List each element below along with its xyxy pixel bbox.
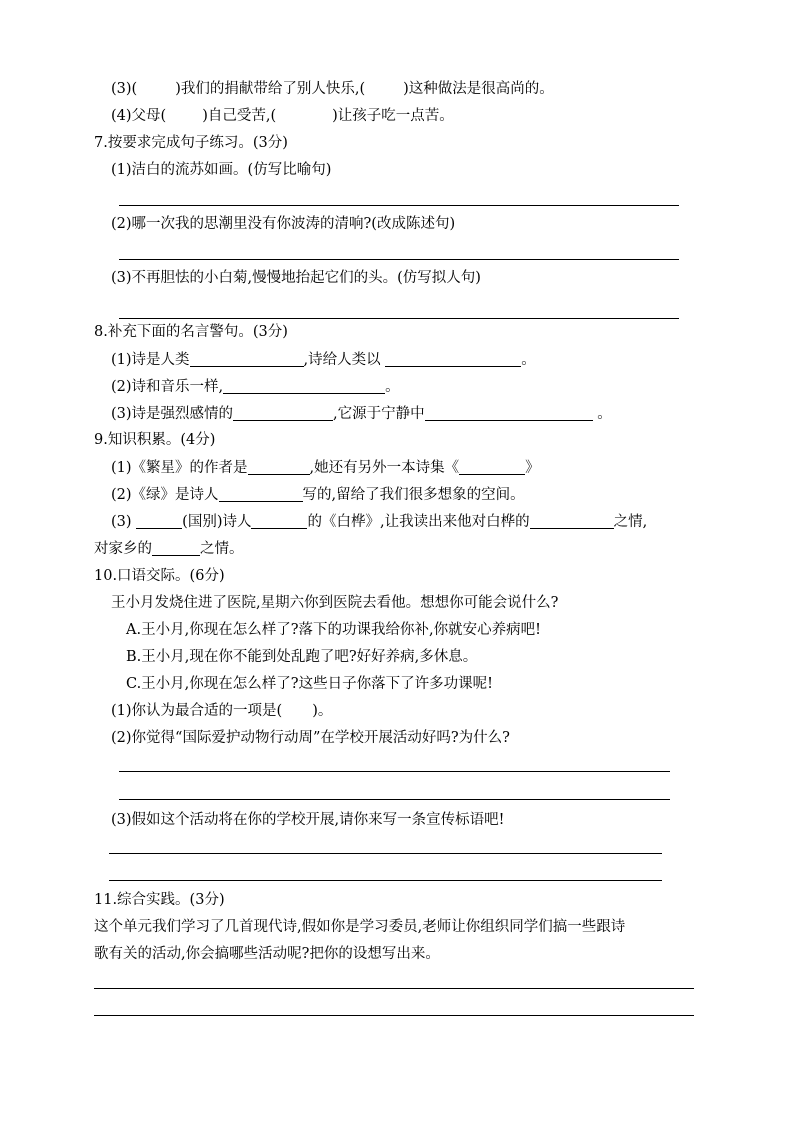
blank[interactable] [219, 487, 303, 502]
blank[interactable] [385, 352, 521, 367]
q10-option-b: B.王小月,现在你不能到处乱跑了吧?好好养病,多休息。 [126, 649, 478, 665]
q11-para-1: 这个单元我们学习了几首现代诗,假如你是学习委员,老师让你组织同学们搞一些跟诗 [94, 919, 626, 935]
q6-item-3: (3)( )我们的捐献带给了别人快乐,( )这种做法是很高尚的。 [111, 81, 554, 97]
blank[interactable] [459, 460, 525, 475]
q11-para-2: 歌有关的活动,你会搞哪些活动呢?把你的设想写出来。 [94, 946, 440, 962]
q6-item-4: (4)父母( )自己受苦,( )让孩子吃一点苦。 [111, 108, 454, 124]
answer-line[interactable] [119, 771, 670, 772]
q7-item-1: (1)洁白的流苏如画。(仿写比喻句) [111, 162, 332, 178]
blank[interactable] [251, 514, 307, 529]
blank[interactable] [425, 406, 593, 421]
q7-item-3: (3)不再胆怯的小白菊,慢慢地抬起它们的头。(仿写拟人句) [111, 270, 481, 286]
blank[interactable] [223, 379, 385, 394]
answer-line[interactable] [119, 205, 679, 206]
q8-item-1: (1)诗是人类 ,诗给人类以 。 [111, 352, 536, 368]
blank[interactable] [530, 514, 614, 529]
q7-item-2: (2)哪一次我的思潮里没有你波涛的清响?(改成陈述句) [111, 216, 456, 232]
blank[interactable] [248, 460, 310, 475]
q8-item-3: (3)诗是强烈感情的 ,它源于宁静中 。 [111, 406, 612, 422]
q9-item-1: (1)《繁星》的作者是 ,她还有另外一本诗集《 》 [111, 460, 540, 476]
q9-title: 9.知识积累。(4分) [94, 432, 216, 448]
q9-item-3-cont: 对家乡的 之情。 [94, 541, 244, 557]
q10-title: 10.口语交际。(6分) [94, 568, 225, 584]
blank[interactable] [152, 541, 200, 556]
answer-line[interactable] [109, 853, 662, 854]
q10-item-3: (3)假如这个活动将在你的学校开展,请你来写一条宣传标语吧! [111, 812, 505, 828]
q7-title: 7.按要求完成句子练习。(3分) [94, 135, 288, 151]
q10-option-c: C.王小月,你现在怎么样了?这些日子你落下了许多功课呢! [126, 676, 493, 692]
q9-item-3: (3) (国别)诗人 的《白桦》,让我读出来他对白桦的 之情, [111, 514, 648, 530]
q11-title: 11.综合实践。(3分) [94, 892, 225, 908]
blank[interactable] [136, 514, 182, 529]
answer-line[interactable] [119, 318, 679, 319]
q10-item-1: (1)你认为最合适的一项是( )。 [111, 703, 333, 719]
q9-item-2: (2)《绿》是诗人 写的,留给了我们很多想象的空间。 [111, 487, 525, 503]
q10-option-a: A.王小月,你现在怎么样了?落下的功课我给你补,你就安心养病吧! [126, 622, 541, 638]
q10-intro: 王小月发烧住进了医院,星期六你到医院去看他。想想你可能会说什么? [111, 595, 559, 611]
answer-line[interactable] [109, 880, 662, 881]
answer-line[interactable] [94, 988, 694, 989]
answer-line[interactable] [119, 259, 679, 260]
q8-title: 8.补充下面的名言警句。(3分) [94, 324, 288, 340]
answer-line[interactable] [94, 1015, 694, 1016]
blank[interactable] [190, 352, 304, 367]
blank[interactable] [233, 406, 333, 421]
q8-item-2: (2)诗和音乐一样, 。 [111, 379, 400, 395]
q10-item-2: (2)你觉得“国际爱护动物行动周”在学校开展活动好吗?为什么? [111, 730, 510, 746]
answer-line[interactable] [119, 799, 670, 800]
